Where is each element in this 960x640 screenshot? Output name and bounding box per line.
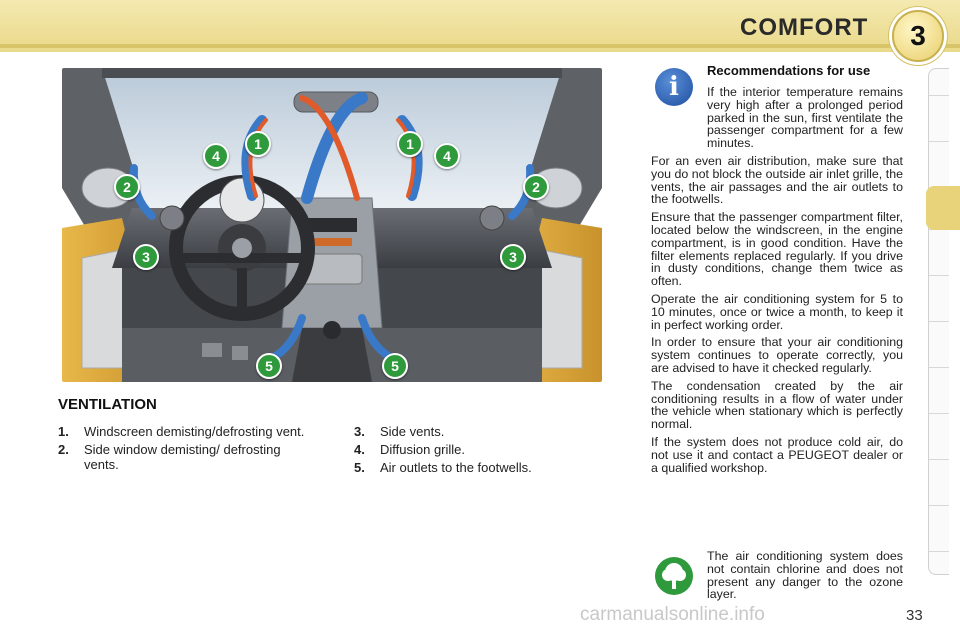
diagram-marker: 3: [500, 244, 526, 270]
paragraph: If the system does not produce cold air, do not use it and contact a PEUGEOT dealer or a qualified workshop.: [651, 434, 903, 475]
list-item: [58, 424, 318, 439]
diagram-marker: 2: [114, 174, 140, 200]
diagram-marker: 3: [133, 244, 159, 270]
diagram-marker: 2: [523, 174, 549, 200]
item-text: Windscreen demisting/defrosting vent.: [84, 424, 305, 439]
diagram-marker: 1: [245, 131, 271, 157]
header-divider: [0, 44, 960, 48]
diagram-marker: 4: [434, 143, 460, 169]
item-number: 5.: [354, 460, 365, 475]
page-number: 33: [906, 607, 923, 624]
paragraph: Operate the air conditioning system for 5 to 10 minutes, once or twice a month, to keep it in perfect working order.: [651, 291, 903, 332]
item-number: 3.: [354, 424, 365, 439]
paragraph: The condensation created by the air conditioning results in a flow of water under the vehicle when stationary which is perfectly normal.: [651, 378, 903, 432]
chapter-title: COMFORT: [740, 14, 869, 41]
chapter-number-badge: [892, 10, 944, 62]
item-number: 2.: [58, 442, 69, 457]
list-item: [354, 424, 584, 439]
paragraph: In order to ensure that your air conditioning system continues to operate correctly, you are advised to have it checked regularly.: [651, 335, 903, 375]
recommendations-body: [651, 86, 903, 479]
list-item: [354, 460, 584, 475]
diagram-marker: 4: [203, 143, 229, 169]
paragraph: If the interior temperature remains very high after a prolonged period parked in the sun, first ventilate the passenger compartment for a few minutes.: [707, 85, 903, 151]
item-number: 4.: [354, 442, 365, 457]
list-item: [354, 442, 584, 457]
legend-list-right: [354, 424, 584, 478]
diagram-marker: 5: [382, 353, 408, 379]
active-chapter-tab: [926, 186, 960, 230]
item-text: Side vents.: [380, 424, 445, 439]
info-icon: i: [655, 68, 693, 106]
car-interior-illustration: [62, 68, 602, 382]
paragraph: For an even air distribution, make sure that you do not block the outside air inlet grille, the vents, the air passages and the air outlets to the footwells.: [651, 153, 903, 207]
environment-note: The air conditioning system does not contain chlorine and does not present any danger to the ozone layer.: [707, 549, 903, 602]
section-title: VENTILATION: [58, 396, 157, 413]
watermark: carmanualsonline.info: [580, 604, 765, 625]
chapter-thumb-tabs: [928, 68, 949, 575]
legend-list-left: [58, 424, 318, 475]
paragraph: Ensure that the passenger compartment filter, located below the windscreen, in the engine compartment, is in good condition. Have the filter elements replaced regularly. If you drive in dusty conditions, change them twice as often.: [651, 210, 903, 289]
item-text: Side window demisting/ defrosting vents.: [84, 442, 281, 472]
diagram-marker: 1: [397, 131, 423, 157]
chapter-number: 3: [910, 20, 926, 51]
item-number: 1.: [58, 424, 69, 439]
item-text: Air outlets to the footwells.: [380, 460, 532, 475]
ventilation-diagram: [62, 68, 602, 382]
recommendations-title: Recommendations for use: [707, 63, 871, 78]
tree-icon: [655, 557, 693, 595]
list-item: [58, 442, 318, 472]
item-text: Diffusion grille.: [380, 442, 466, 457]
diagram-marker: 5: [256, 353, 282, 379]
